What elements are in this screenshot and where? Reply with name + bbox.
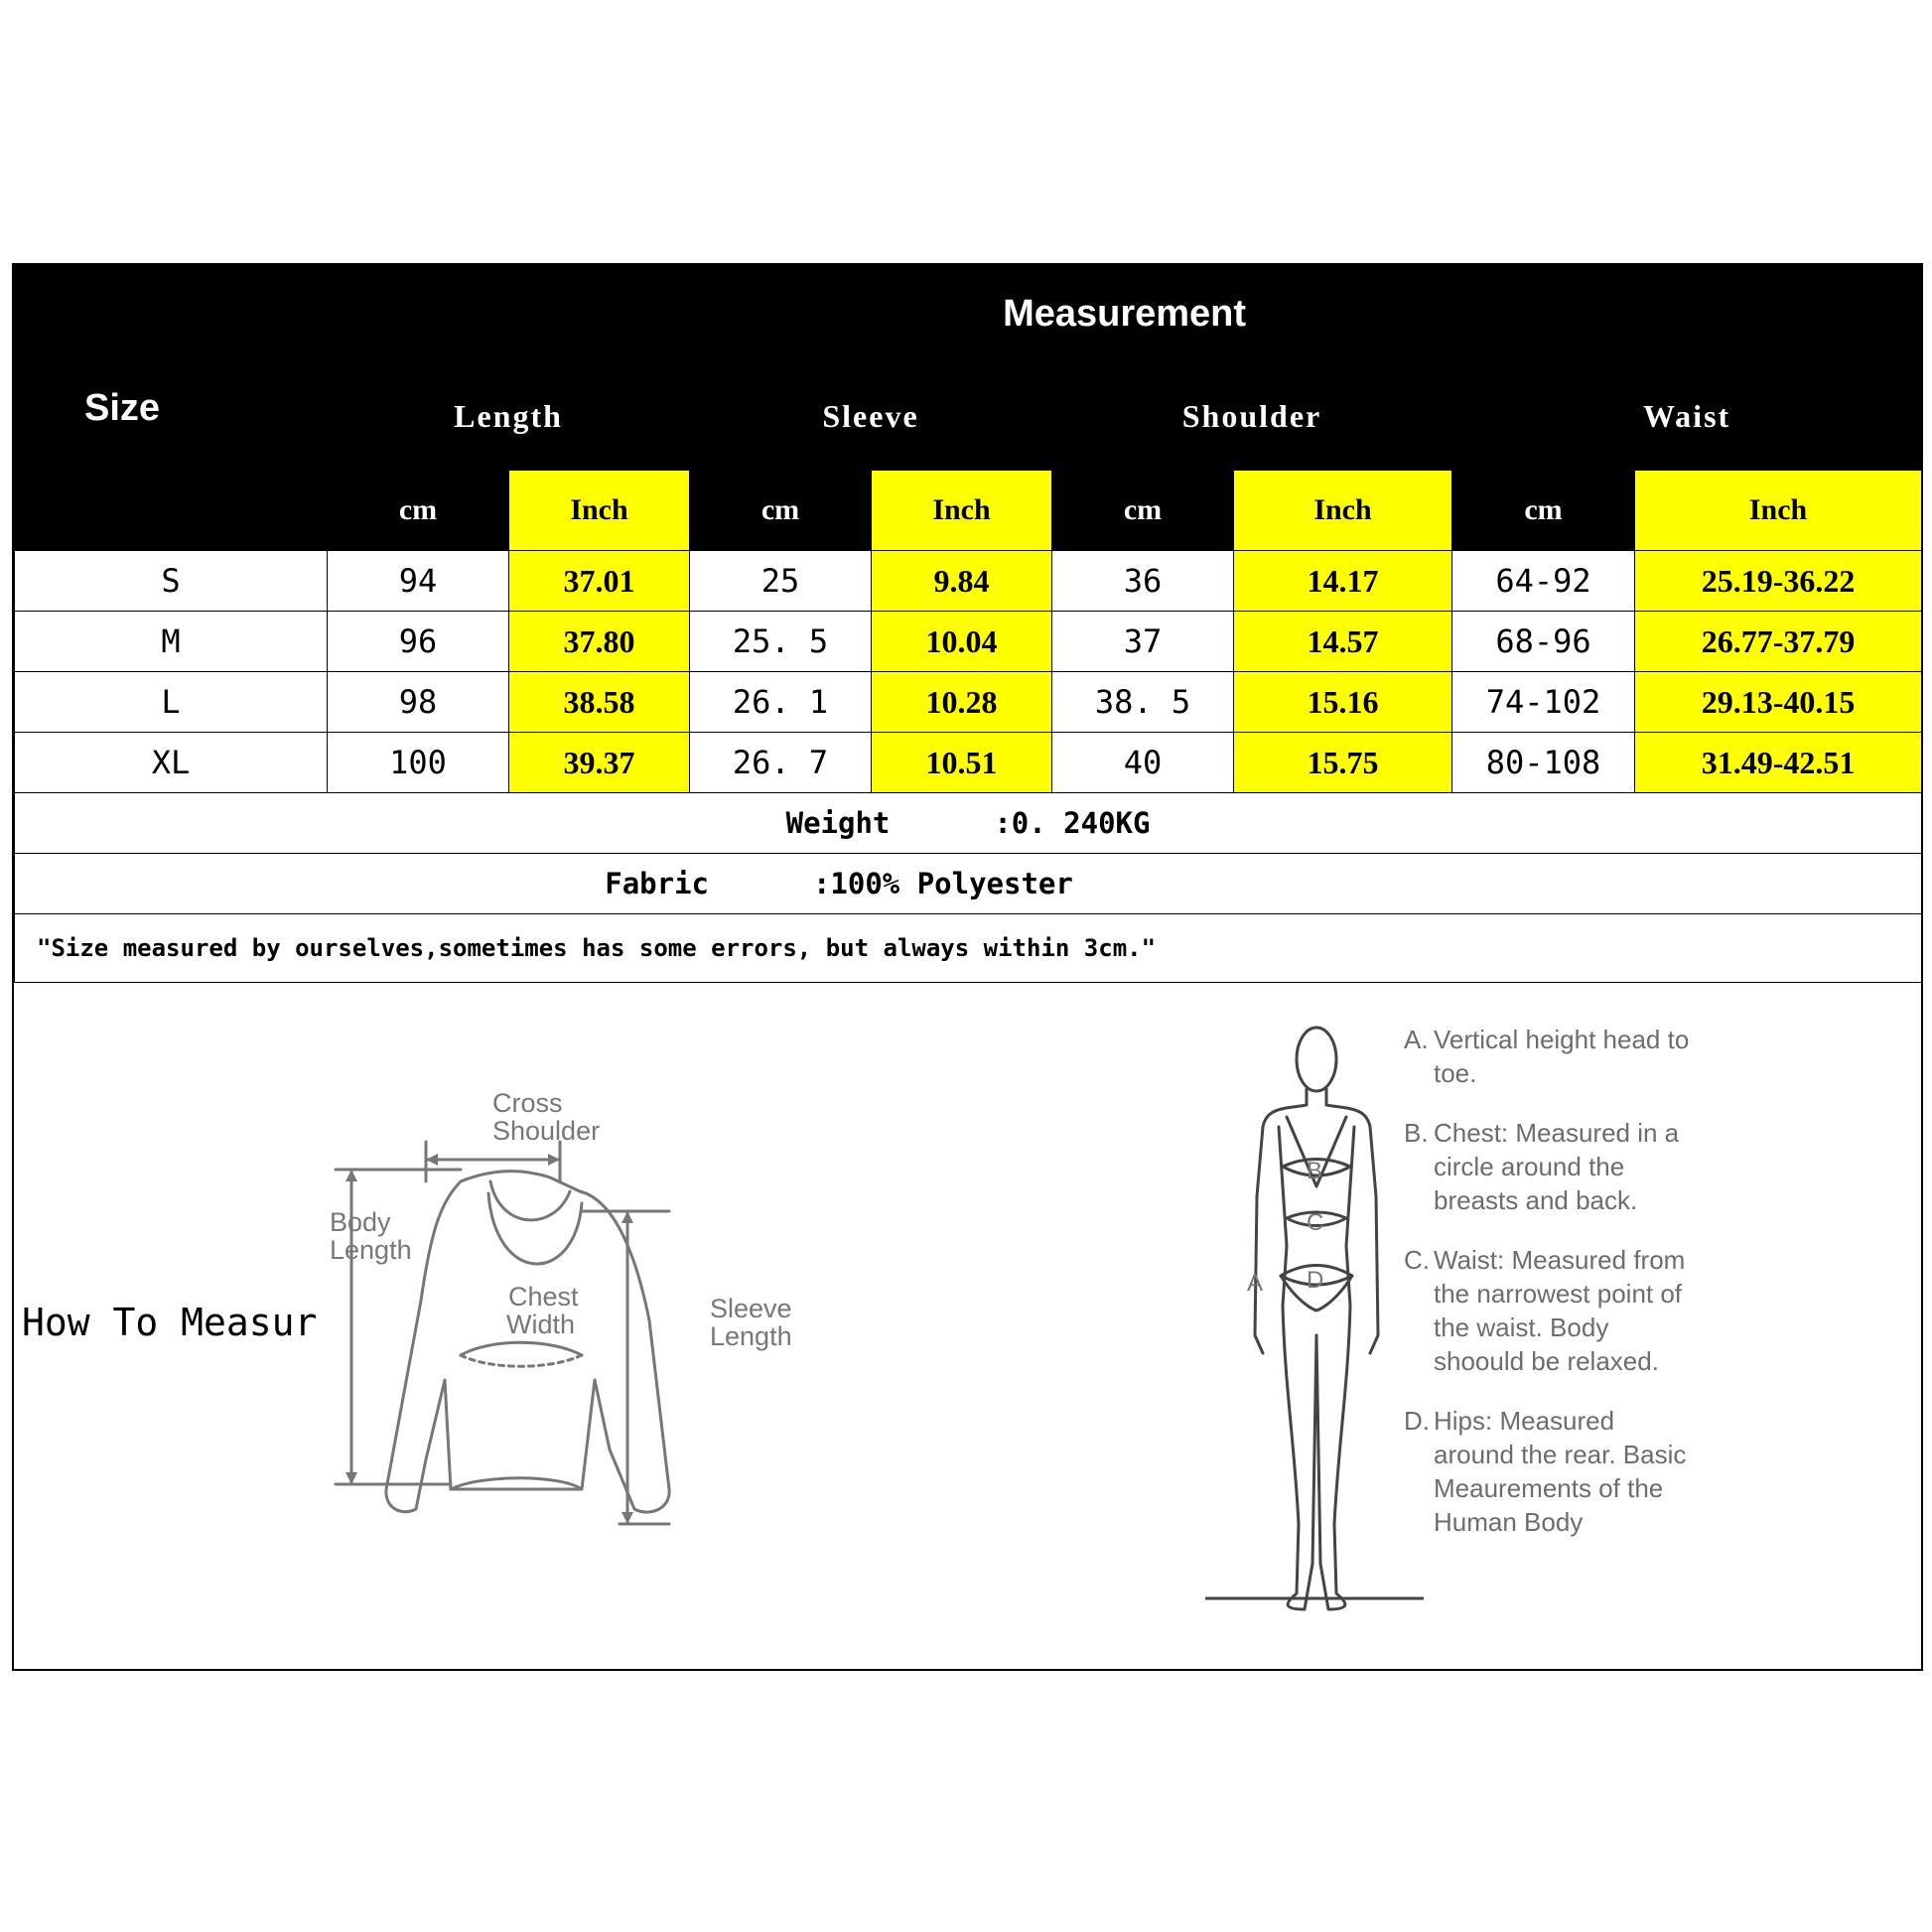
legend-item <box>1404 1404 1702 1539</box>
shoulder-cm-cell: 38. 5 <box>1052 672 1234 733</box>
sleeve-cm-cell: 25 <box>690 551 872 612</box>
waist-cm-cell: 64-92 <box>1452 551 1635 612</box>
length-cm-cell: 98 <box>328 672 509 733</box>
waist-cm-cell: 74-102 <box>1452 672 1635 733</box>
table-row <box>15 612 1922 672</box>
length-inch-cell: 39.37 <box>509 733 690 793</box>
sleeve-cm-cell: 26. 7 <box>690 733 872 793</box>
table-row <box>15 672 1922 733</box>
legend-item <box>1404 1116 1702 1217</box>
shirt-label-chest-width-2: Width <box>506 1310 576 1339</box>
legend-key: D. <box>1404 1406 1430 1436</box>
body-label-b: B <box>1307 1158 1323 1184</box>
shirt-label-body-length-2: Length <box>330 1235 412 1265</box>
body-label-c: C <box>1307 1209 1324 1236</box>
shoulder-inch-cell: 14.17 <box>1234 551 1452 612</box>
fabric-label: Fabric <box>605 867 710 900</box>
fabric-value: :100% Polyester <box>812 867 1073 900</box>
sleeve-cm-cell: 25. 5 <box>690 612 872 672</box>
group-sleeve: Sleeve <box>690 362 1052 471</box>
measurement-note: "Size measured by ourselves,sometimes has some errors, but always within 3cm." <box>15 914 1922 983</box>
shoulder-cm-cell: 40 <box>1052 733 1234 793</box>
fabric-row <box>15 854 1922 914</box>
length-inch-cell: 38.58 <box>509 672 690 733</box>
table-row <box>15 733 1922 793</box>
body-diagram <box>1205 1008 1424 1633</box>
waist-inch-cell: 31.49-42.51 <box>1635 733 1922 793</box>
unit-cm: cm <box>690 471 872 551</box>
unit-inch: Inch <box>509 471 690 551</box>
size-cell: M <box>15 612 328 672</box>
measurement-legend <box>1404 1023 1702 1565</box>
body-label-d: D <box>1307 1267 1324 1294</box>
shirt-label-cross-shoulder-2: Shoulder <box>492 1116 601 1146</box>
size-chart <box>12 263 1923 1671</box>
shoulder-cm-cell: 36 <box>1052 551 1234 612</box>
size-cell: L <box>15 672 328 733</box>
sleeve-inch-cell: 10.04 <box>872 612 1052 672</box>
shirt-label-sleeve-length-1: Sleeve <box>710 1294 792 1323</box>
waist-cm-cell: 80-108 <box>1452 733 1635 793</box>
how-to-measure-section <box>14 983 1921 1672</box>
sleeve-inch-cell: 10.51 <box>872 733 1052 793</box>
legend-text: Chest: Measured in a circle around the breasts and back. <box>1434 1118 1680 1215</box>
waist-inch-cell: 29.13-40.15 <box>1635 672 1922 733</box>
shoulder-cm-cell: 37 <box>1052 612 1234 672</box>
unit-inch: Inch <box>1635 471 1922 551</box>
waist-inch-cell: 25.19-36.22 <box>1635 551 1922 612</box>
shoulder-inch-cell: 14.57 <box>1234 612 1452 672</box>
group-shoulder: Shoulder <box>1052 362 1452 471</box>
waist-inch-cell: 26.77-37.79 <box>1635 612 1922 672</box>
legend-item <box>1404 1023 1702 1090</box>
body-label-a: A <box>1247 1270 1264 1297</box>
legend-text: Waist: Measured from the narrowest point of the waist. Body shoould be relaxed. <box>1434 1245 1686 1376</box>
size-table <box>14 265 1922 983</box>
shirt-label-sleeve-length-2: Length <box>710 1321 792 1351</box>
measurement-header: Measurement <box>328 266 1922 362</box>
legend-key: C. <box>1404 1245 1430 1275</box>
legend-key: B. <box>1404 1118 1429 1148</box>
group-waist: Waist <box>1452 362 1922 471</box>
legend-text: Vertical height head to toe. <box>1434 1025 1690 1088</box>
legend-key: A. <box>1404 1025 1429 1054</box>
size-cell: XL <box>15 733 328 793</box>
legend-text: Hips: Measured around the rear. Basic Meaurements of the Human Body <box>1434 1406 1687 1537</box>
unit-inch: Inch <box>1234 471 1452 551</box>
table-row <box>15 551 1922 612</box>
sleeve-inch-cell: 10.28 <box>872 672 1052 733</box>
shoulder-inch-cell: 15.16 <box>1234 672 1452 733</box>
unit-cm: cm <box>1052 471 1234 551</box>
unit-inch: Inch <box>872 471 1052 551</box>
group-length: Length <box>328 362 690 471</box>
legend-item <box>1404 1243 1702 1378</box>
weight-row <box>15 793 1922 854</box>
unit-cm: cm <box>1452 471 1635 551</box>
sleeve-cm-cell: 26. 1 <box>690 672 872 733</box>
weight-label: Weight <box>785 806 891 840</box>
length-cm-cell: 96 <box>328 612 509 672</box>
shirt-label-body-length-1: Body <box>330 1207 391 1237</box>
length-inch-cell: 37.80 <box>509 612 690 672</box>
size-cell: S <box>15 551 328 612</box>
sleeve-inch-cell: 9.84 <box>872 551 1052 612</box>
shirt-diagram <box>322 1082 818 1539</box>
shoulder-inch-cell: 15.75 <box>1234 733 1452 793</box>
length-inch-cell: 37.01 <box>509 551 690 612</box>
waist-cm-cell: 68-96 <box>1452 612 1635 672</box>
size-header: Size <box>15 266 328 551</box>
shirt-label-cross-shoulder-1: Cross <box>492 1088 563 1118</box>
unit-cm: cm <box>328 471 509 551</box>
length-cm-cell: 100 <box>328 733 509 793</box>
length-cm-cell: 94 <box>328 551 509 612</box>
weight-value: :0. 240KG <box>994 806 1151 840</box>
how-to-measure-title: How To Measur <box>22 1301 318 1344</box>
shirt-label-chest-width-1: Chest <box>508 1282 579 1311</box>
